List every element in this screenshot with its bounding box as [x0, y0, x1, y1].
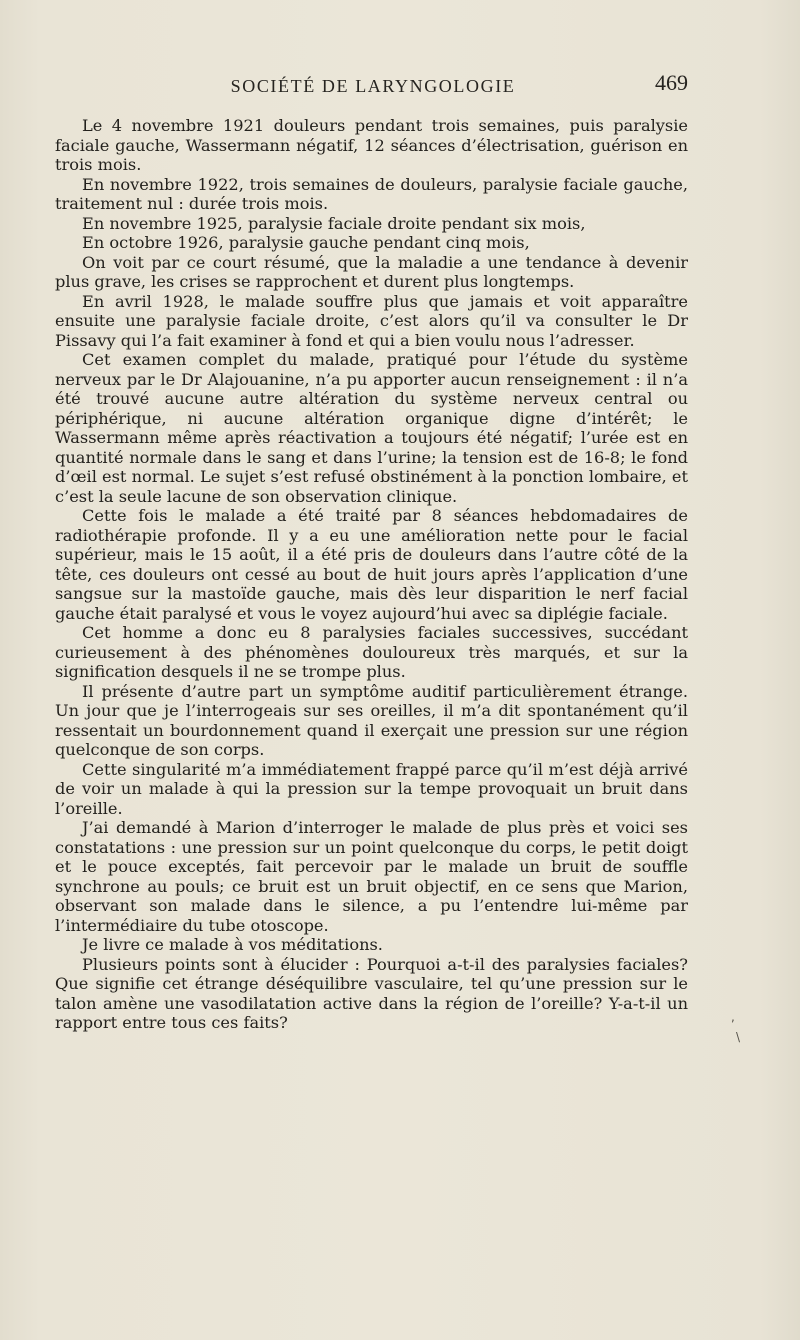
paragraph-eight-paralyses: Cet homme a donc eu 8 paralysies faciales successives, succédant curieusement à des phénomènes douloureux très marqués, et sur la signification desquels il ne se trompe plus. — [55, 623, 688, 681]
page-number: 469 — [655, 70, 688, 95]
paragraph-auditory-symptom: Il présente d’autre part un symptôme auditif particulièrement étrange. Un jour que je l’interrogeais sur ses oreilles, il m’a dit spontanément qu’il ressentait un bourdonnement quand il exerçait une pression sur une région quelconque de son corps. — [55, 681, 688, 759]
paragraph-treatment: Cette fois le malade a été traité par 8 séances hebdomadaires de radiothérapie profonde. Il y a eu une amélioration nette pour le facial supérieur, mais le 15 août, il a été pris de douleurs dans l’autre côté de la tête, ces douleurs ont cessé au bout de huit jours après l’application d’une sangsue sur la mastoïde gauche, mais dès leur disparition le nerf facial gauche était paralysé et vous le voyez aujourd’hui avec sa diplégie faciale. — [55, 506, 688, 623]
paragraph-1921: Le 4 novembre 1921 douleurs pendant trois semaines, puis paralysie faciale gauche, Wassermann négatif, 12 séances d’électrisation, guérison en trois mois. — [55, 116, 688, 174]
paragraph-1925: En novembre 1925, paralysie faciale droite pendant six mois, — [82, 213, 586, 233]
paragraph-examination: Cet examen complet du malade, pratiqué pour l’étude du système nerveux par le Dr Alajouanine, n’a pu apporter aucun renseignement : il n’a été trouvé aucune autre altération du système nerveux central ou périphérique, ni aucune altération organique digne d’intérêt; le Wassermann même après réactivation a toujours été négatif; l’urée est en quantité normale dans le sang et dans l’urine; la tension est de 16-8; le fond d’œil est normal. Le sujet s’est refusé obstinément à la ponction lombaire, et c’est la seule lacune de son observation clinique. — [55, 350, 688, 506]
paragraph-1922: En novembre 1922, trois semaines de douleurs, paralysie faciale gauche, traitement nul : durée trois mois. — [55, 174, 688, 213]
body-text — [55, 116, 688, 1033]
margin-mark: , — [731, 1010, 735, 1024]
paragraph-1926: En octobre 1926, paralysie gauche pendant cinq mois, — [82, 233, 530, 252]
paragraph-1928: En avril 1928, le malade souffre plus que jamais et voit apparaître ensuite une paralysie faciale droite, c’est alors qu’il va consulter le Dr Pissavy qui l’a fait examiner à fond et qui a bien voulu nous l’adresser. — [55, 291, 688, 350]
paragraph-summary: On voit par ce court résumé, que la maladie a une tendance à devenir plus grave, les crises se rapprochent et durent plus longtemps. — [55, 252, 688, 291]
paragraph-marion-findings: J’ai demandé à Marion d’interroger le malade de plus près et voici ses constatations : une pression sur un point quelconque du corps, le petit doigt et le pouce exceptés, fait percevoir par le malade un bruit de souffle synchrone au pouls; ce bruit est un bruit objectif, en ce sens que Marion, observant son malade dans le silence, a pu l’entendre lui-même par l’intermédiaire du tube otoscope. — [55, 818, 688, 935]
margin-mark: \ — [736, 1030, 741, 1044]
paragraph-questions: Plusieurs points sont à élucider : Pourquoi a-t-il des paralysies faciales? Que signifie cet étrange déséquilibre vasculaire, tel qu’une pression sur le talon amène une vasodilatation active dans la région de l’oreille? Y-a-t-il un rapport entre tous ces faits? — [55, 954, 688, 1032]
paragraph-meditations: Je livre ce malade à vos méditations. — [82, 935, 383, 954]
page-header — [58, 72, 688, 102]
running-title: SOCIÉTÉ DE LARYNGOLOGIE — [230, 76, 516, 96]
paragraph-singularity: Cette singularité m’a immédiatement frappé parce qu’il m’est déjà arrivé de voir un malade à qui la pression sur la tempe provoquait un bruit dans l’oreille. — [55, 759, 688, 818]
